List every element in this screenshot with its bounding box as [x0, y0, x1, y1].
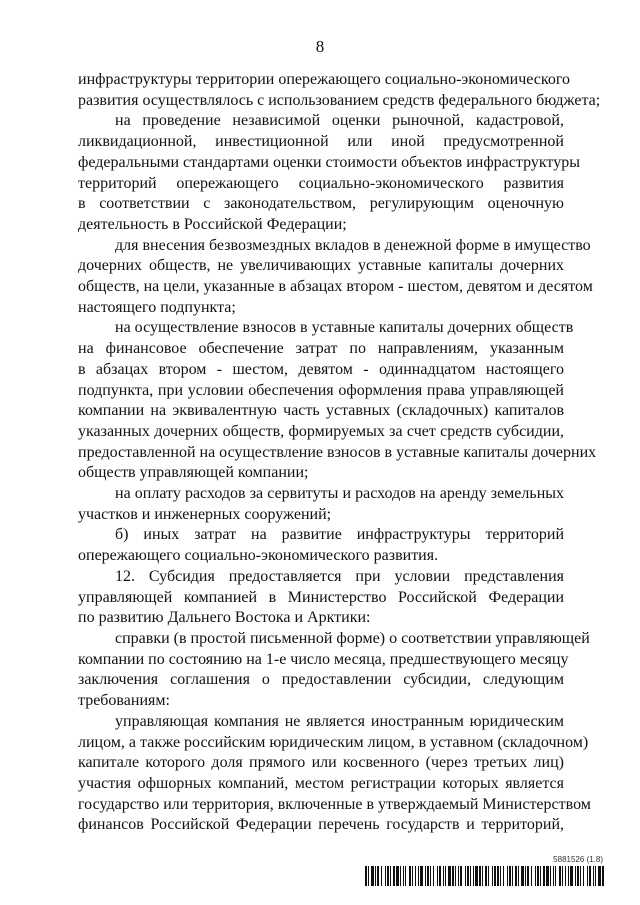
text-line: обществ управляющей компании;	[78, 464, 309, 482]
text-line: на осуществление взносов в уставные капиталы дочерних обществ	[115, 319, 574, 337]
text-line: территорий опережающего социально-экономического развития	[78, 174, 564, 192]
text-line: инфраструктуры территории опережающего социально-экономического	[78, 71, 570, 88]
text-line: 12. Субсидия предоставляется при условии представления	[115, 567, 564, 585]
text-line: в абзацах втором - шестом, девятом - одиннадцатом настоящего	[78, 360, 564, 378]
text-line: дочерних обществ, не увеличивающих уставные капиталы дочерних	[78, 257, 564, 275]
text-line: капитале которого доля прямого или косвенного (через третьих лиц)	[78, 754, 564, 772]
text-line: компании по состоянию на 1-е число месяца, предшествующего месяцу	[78, 650, 569, 668]
text-line: развития осуществлялось с использованием средств федерального бюджета;	[78, 91, 601, 109]
text-line: подпункта, при условии обеспечения оформления права управляющей	[78, 381, 564, 399]
text-line: указанных дочерних обществ, формируемых за счет средств субсидии,	[78, 422, 564, 440]
page-number: 8	[315, 37, 325, 56]
text-line: предоставленной на осуществление взносов в уставные капиталы дочерних	[78, 443, 597, 461]
text-line: участков и инженерных сооружений;	[78, 505, 332, 523]
text-line: на проведение независимой оценки рыночной, кадастровой,	[115, 112, 564, 130]
text-line: в соответствии с законодательством, регулирующим оценочную	[78, 195, 564, 213]
body-text	[78, 70, 601, 836]
text-line: на финансовое обеспечение затрат по направлениям, указанным	[78, 340, 564, 358]
text-line: государство или территория, включенные в утверждаемый Министерством	[78, 795, 591, 813]
text-line: опережающего социально-экономического развития.	[78, 547, 439, 565]
text-line: управляющей компанией в Министерство Российской Федерации	[78, 588, 564, 606]
text-line: настоящего подпункта;	[78, 298, 236, 316]
text-line: требованиям:	[78, 692, 170, 710]
text-line: финансов Российской Федерации перечень государств и территорий,	[78, 816, 564, 834]
text-line: управляющая компания не является иностранным юридическим	[115, 712, 564, 730]
document-code: 5881526 (1.8)	[553, 855, 603, 864]
barcode-image	[365, 866, 605, 886]
text-line: ликвидационной, инвестиционной или иной предусмотренной	[78, 133, 564, 151]
text-line: обществ, на цели, указанные в абзацах втором - шестом, девятом и десятом	[78, 278, 593, 296]
text-line: деятельность в Российской Федерации;	[78, 215, 347, 233]
text-line: лицом, а также российским юридическим лицом, в уставном (складочном)	[78, 733, 589, 751]
text-line: компании на эквивалентную часть уставных (складочных) капиталов	[78, 402, 564, 420]
text-line: по развитию Дальнего Востока и Арктики:	[78, 609, 371, 627]
text-line: участия офшорных компаний, местом регистрации которых является	[78, 774, 564, 792]
text-line: для внесения безвозмездных вкладов в денежной форме в имущество	[115, 236, 591, 254]
text-line: федеральными стандартами оценки стоимости объектов инфраструктуры	[78, 153, 580, 171]
text-line: на оплату расходов за сервитуты и расходов на аренду земельных	[115, 485, 564, 503]
text-line: б) иных затрат на развитие инфраструктуры территорий	[115, 526, 564, 544]
text-line: справки (в простой письменной форме) о соответствии управляющей	[115, 629, 590, 647]
text-line: заключения соглашения о предоставлении субсидии, следующим	[78, 671, 564, 689]
